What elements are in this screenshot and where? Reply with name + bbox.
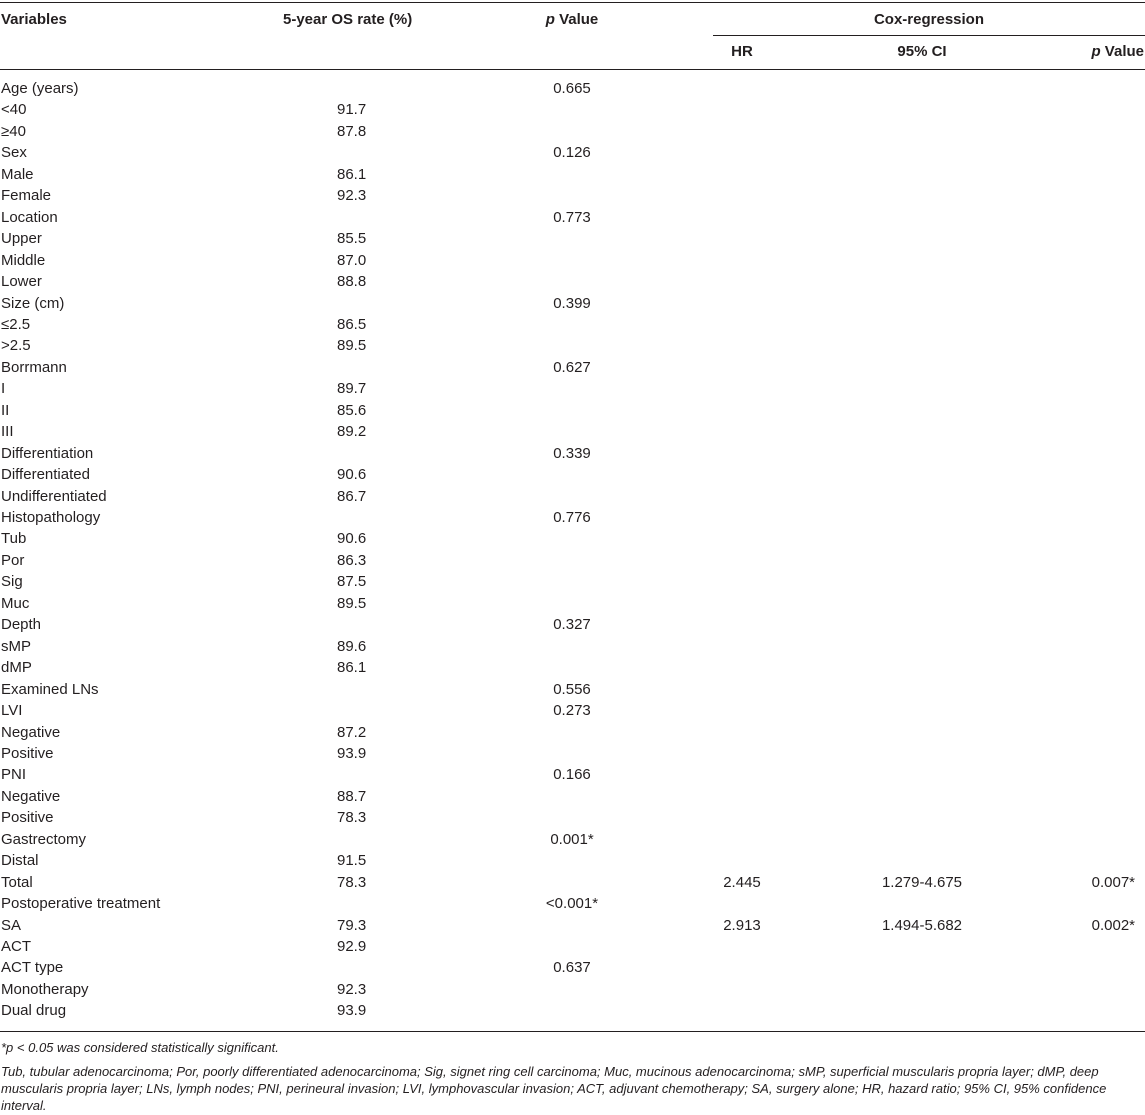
table-bottom-rule	[0, 1031, 1145, 1032]
variable-cell: Muc	[1, 594, 30, 612]
os-rate-cell: 93.9	[337, 744, 367, 762]
p-value-cell: 0.637	[553, 959, 591, 977]
p-value-cell: 0.665	[553, 80, 591, 97]
header-bottom-rule	[0, 69, 1145, 70]
os-rate-cell: 89.5	[337, 337, 367, 355]
variable-cell: Female	[1, 187, 52, 205]
os-rate-cell: 90.6	[337, 466, 367, 484]
os-rate-cell: 87.5	[337, 573, 367, 591]
variable-cell: Undifferentiated	[1, 487, 107, 505]
p-value-cell: 0.273	[553, 702, 591, 720]
cox-p-value-cell: 0.002*	[1091, 916, 1135, 934]
variable-cell: Examined LNs	[1, 680, 99, 698]
os-rate-cell: 85.6	[337, 401, 367, 419]
os-rate-cell: 79.3	[337, 916, 367, 934]
variable-cell: Size (cm)	[1, 294, 65, 312]
os-rate-cell: 89.7	[337, 380, 367, 398]
cox-p-value-cell: 0.007*	[1091, 873, 1135, 891]
p-value-cell: 0.627	[553, 358, 591, 376]
p-italic: p	[1091, 43, 1101, 60]
os-rate-cell: 78.3	[337, 809, 367, 827]
variable-cell: Sig	[1, 573, 23, 591]
os-rate-cell: 89.6	[337, 637, 367, 655]
variable-cell: Dual drug	[1, 1002, 67, 1020]
hr-cell: 2.445	[723, 873, 761, 891]
p-value-cell: <0.001*	[545, 895, 599, 913]
os-rate-cell: 90.6	[337, 530, 367, 548]
variable-cell: ≤2.5	[1, 315, 31, 333]
variable-cell: Total	[1, 873, 33, 891]
p-value-cell: 0.339	[553, 444, 591, 462]
variable-cell: III	[1, 423, 14, 441]
variable-cell: >2.5	[1, 337, 31, 355]
os-rate-cell: 92.9	[337, 938, 367, 955]
os-rate-cell: 92.3	[337, 187, 367, 205]
column-header-variables: Variables	[1, 11, 67, 28]
os-rate-cell: 86.5	[337, 315, 367, 333]
variable-cell: Location	[1, 208, 58, 226]
p-value-cell: 0.126	[553, 144, 591, 162]
p-value-cell: 0.556	[553, 680, 591, 698]
variable-cell: Borrmann	[1, 358, 67, 376]
os-rate-cell: 78.3	[337, 873, 367, 891]
variable-cell: Tub	[1, 530, 27, 548]
os-rate-cell: 86.7	[337, 487, 367, 505]
variable-cell: Middle	[1, 251, 46, 269]
p-value-text: Value	[1100, 43, 1144, 60]
os-rate-cell: 92.3	[337, 980, 367, 998]
variable-cell: Lower	[1, 273, 42, 291]
variable-cell: Depth	[1, 616, 42, 634]
variable-cell: Upper	[1, 230, 42, 248]
variable-cell: Postoperative treatment	[1, 895, 161, 913]
variable-cell: Gastrectomy	[1, 830, 87, 848]
os-rate-cell: 85.5	[337, 230, 367, 248]
variable-cell: SA	[1, 916, 22, 934]
os-rate-cell: 89.5	[337, 594, 367, 612]
column-header-hr: HR	[731, 43, 753, 60]
column-header-cox-regression: Cox-regression	[873, 11, 985, 28]
os-rate-cell: 87.8	[337, 122, 367, 140]
column-header-95ci: 95% CI	[897, 43, 947, 60]
hr-cell: 2.913	[723, 916, 761, 934]
os-rate-cell: 93.9	[337, 1002, 367, 1020]
p-value-text: Value	[554, 11, 599, 28]
p-value-cell: 0.776	[553, 509, 591, 526]
variable-cell: PNI	[1, 766, 27, 784]
variable-cell: Positive	[1, 809, 54, 827]
variable-cell: Histopathology	[1, 509, 101, 526]
os-rate-cell: 88.8	[337, 273, 367, 291]
table-top-rule	[0, 2, 1145, 3]
column-header-cox-p-value	[1091, 43, 1144, 61]
variable-cell: sMP	[1, 637, 31, 655]
os-rate-cell: 86.1	[337, 165, 367, 183]
os-rate-cell: 88.7	[337, 787, 367, 805]
variable-cell: Negative	[1, 787, 61, 805]
p-value-cell: 0.327	[553, 616, 591, 634]
os-rate-cell: 91.7	[337, 101, 367, 119]
variable-cell: dMP	[1, 659, 32, 677]
variable-cell: Monotherapy	[1, 980, 89, 998]
p-value-cell: 0.773	[553, 208, 591, 226]
p-value-cell: 0.001*	[550, 830, 594, 848]
variable-cell: ACT	[1, 938, 31, 955]
variable-cell: Age (years)	[1, 80, 79, 97]
column-header-p-value	[500, 11, 644, 29]
variable-cell: Differentiated	[1, 466, 90, 484]
os-rate-cell: 86.3	[337, 551, 367, 569]
variable-cell: Por	[1, 551, 25, 569]
p-italic: p	[545, 11, 555, 28]
variable-cell: ACT type	[1, 959, 64, 977]
os-rate-cell: 87.0	[337, 251, 367, 269]
variable-cell: II	[1, 401, 10, 419]
variable-cell: Distal	[1, 852, 39, 870]
variable-cell: Differentiation	[1, 444, 94, 462]
variable-cell: Sex	[1, 144, 27, 162]
variable-cell: Positive	[1, 744, 54, 762]
footnote-abbreviations: Tub, tubular adenocarcinoma; Por, poorly differentiated adenocarcinoma; Sig, signet ring cell carcinoma; Muc, mucinous adenocarcinoma; sMP, superficial muscularis propria layer; dMP, deep muscularis propria layer; LNs, lymph nodes; PNI, perineural invasion; LVI, lymphovascular invasion; ACT, adjuvant chemotherapy; SA, surgery alone; HR, hazard ratio; 95% CI, 95% confidence interval.	[1, 1064, 1107, 1113]
column-header-os-rate: 5-year OS rate (%)	[283, 11, 413, 28]
ci-cell: 1.279-4.675	[881, 873, 963, 891]
variable-cell: <40	[1, 101, 27, 119]
os-rate-cell: 86.1	[337, 659, 367, 677]
cox-subheader-rule	[713, 35, 1145, 36]
variable-cell: Male	[1, 165, 34, 183]
os-rate-cell: 87.2	[337, 723, 367, 741]
ci-cell: 1.494-5.682	[881, 916, 963, 934]
footnote-significance: *p < 0.05 was considered statistically significant.	[1, 1040, 279, 1055]
variable-cell: ≥40	[1, 122, 26, 140]
variable-cell: Negative	[1, 723, 61, 741]
variable-cell: LVI	[1, 702, 23, 720]
os-rate-cell: 91.5	[337, 852, 367, 870]
p-value-cell: 0.166	[553, 766, 591, 784]
variable-cell: I	[1, 380, 6, 398]
os-rate-cell: 89.2	[337, 423, 367, 441]
p-value-cell: 0.399	[553, 294, 591, 312]
